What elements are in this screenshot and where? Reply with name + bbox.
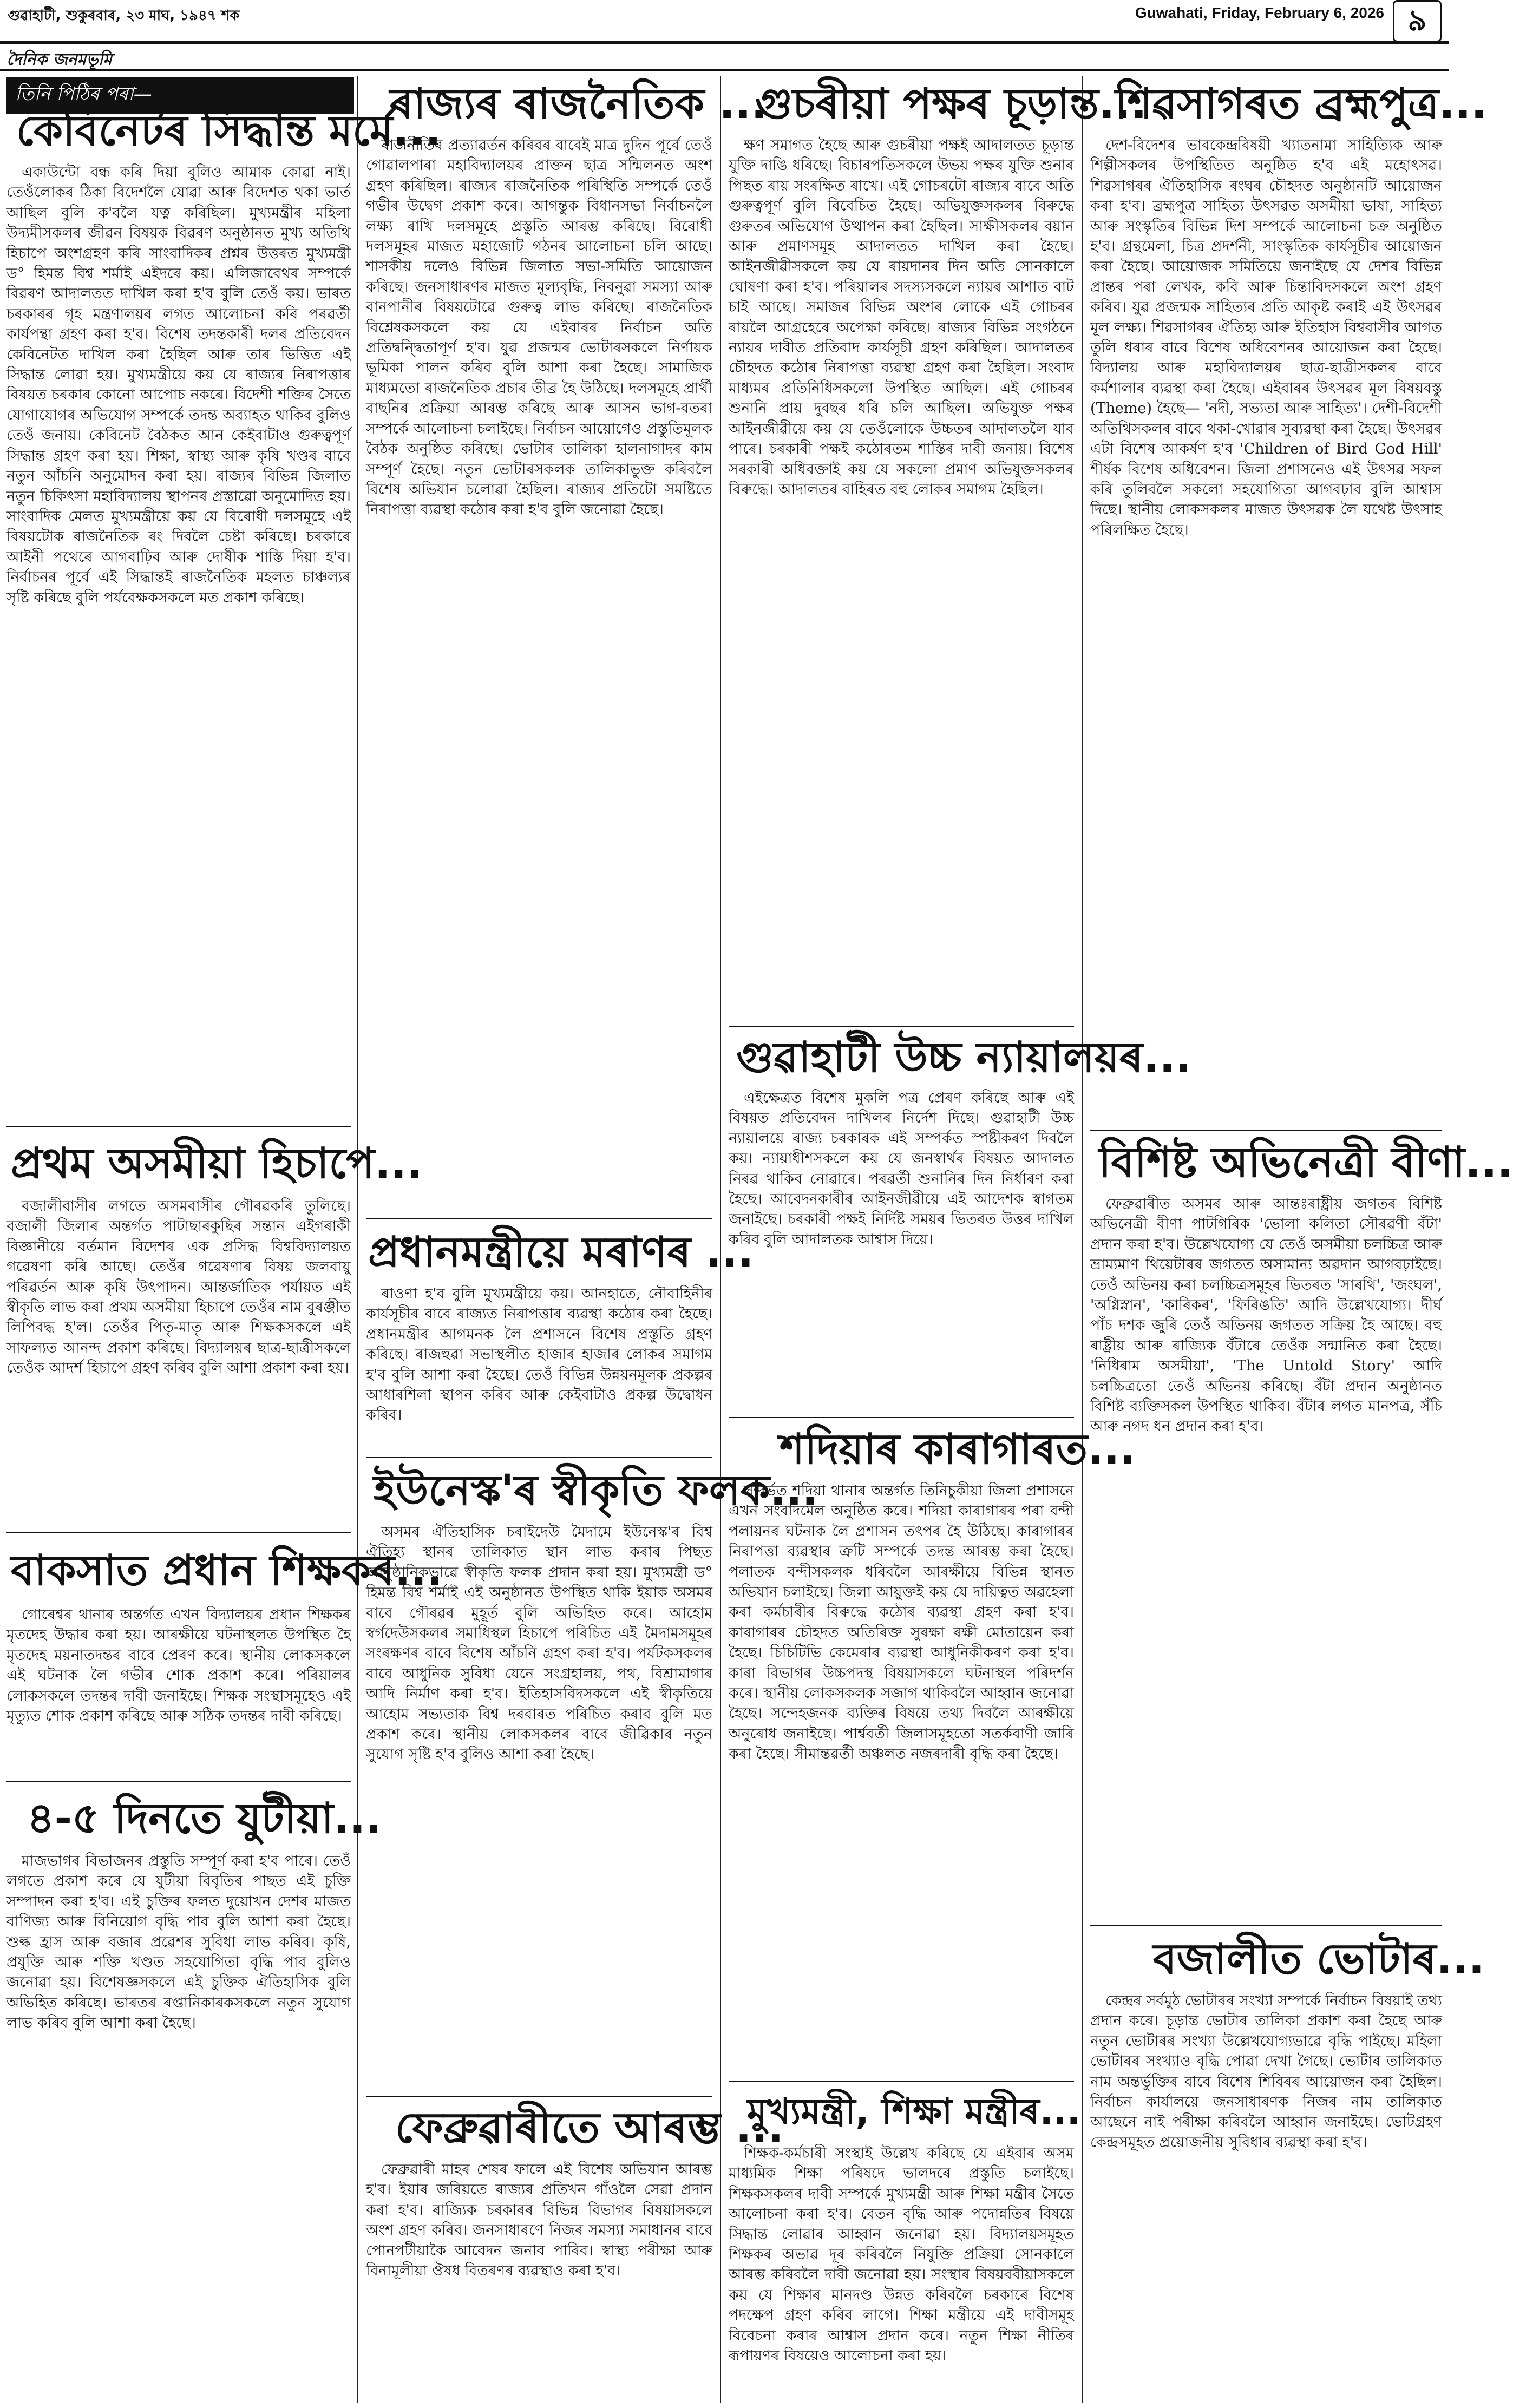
article-body [6, 1605, 351, 1773]
article-body [729, 1088, 1074, 1413]
headline-actress-bina: বিশিষ্ট অভিনেত্ৰী বীণা... [1099, 1138, 1513, 1187]
headline-cabinet-decision: কেবিনেটৰ সিদ্ধান্ত মৰ্মে... [16, 107, 441, 155]
article-body [6, 1851, 351, 2398]
article-body [6, 1196, 351, 1525]
article-text: ফেব্ৰুৱাৰীত অসমৰ আৰু আন্তঃৰাষ্ট্ৰীয় জগতৰ বিশিষ্ট অভিনেত্ৰী বীণা পাটগিৰিক 'ভোলা কলিতা সৌৰৱণী বঁটা' প্ৰদান কৰা হ'ব। উল্লেখযোগ্য যে তেওঁ অসমীয়া চলচ্চিত্ৰ আৰু ভ্ৰাম্যমাণ থিয়েটাৰৰ জগতত অসামান্য অৱদান আগবঢ়াইছে। তেওঁ অভিনয় কৰা চলচ্চিত্ৰসমূহৰ ভিতৰত 'সাৰথি', 'জংঘল', 'অগ্নিস্নান', 'কাৰিকৰ', 'ফিৰিঙতি' আদি উল্লেখযোগ্য। দীৰ্ঘ পাঁচ দশক জুৰি তেওঁ অভিনয় জগতত সক্ৰিয় হৈ আছে। বহু ৰাষ্ট্ৰীয় আৰু ৰাজ্যিক বঁটাৰে তেওঁক সন্মানিত কৰা হৈছে। 'নিধিৰাম অসমীয়া', 'The Untold Story' আদি চলচ্চিত্ৰতো তেওঁ অভিনয় কৰিছে। বঁটা প্ৰদান অনুষ্ঠানত বিশিষ্ট ব্যক্তিসকল উপস্থিত থাকিব। বঁটাৰ লগত মানপত্ৰ, সঁচি আৰু নগদ ধন প্ৰদান কৰা হ'ব। [1090, 1196, 1442, 1435]
article-text: অসমৰ ঐতিহাসিক চৰাইদেউ মৈদামে ইউনেস্ক'ৰ বিশ্ব ঐতিহ্য স্থানৰ তালিকাত স্থান লাভ কৰাৰ পিছত আনুষ্ঠানিকভাৱে স্বীকৃতি ফলক প্ৰদান কৰা হয়। মুখ্যমন্ত্ৰী ড° হিমন্ত বিশ্ব শৰ্মাই এই অনুষ্ঠানত উপস্থিত থাকি ইয়াক অসমৰ বাবে গৌৰৱৰ মুহূৰ্ত বুলি অভিহিত কৰে। আহোম স্বৰ্গদেউসকলৰ সমাধিস্থল হিচাপে পৰিচিত এই মৈদামসমূহৰ সংৰক্ষণৰ বাবে বিশেষ আঁচনি গ্ৰহণ কৰা হ'ব। পৰ্যটকসকলৰ বাবে আধুনিক সুবিধা যেনে সংগ্ৰহালয়, পথ, বিশ্ৰামাগাৰ আদি নিৰ্মাণ কৰা হ'ব। ইতিহাসবিদসকলে এই স্বীকৃতিয়ে আহোম সভ্যতাক বিশ্ব দৰবাৰত পৰিচিত কৰাব বুলি মত প্ৰকাশ কৰে। স্থানীয় লোকসকলৰ বাবে জীৱিকাৰ নতুন সুযোগ সৃষ্টি হ'ব বুলিও আশা কৰা হৈছে। [366, 1524, 712, 1763]
headline-first-assamese: প্ৰথম অসমীয়া হিচাপে... [11, 1139, 423, 1188]
headline-bajali-voters: বজালীত ভোটাৰ... [1153, 1935, 1485, 1984]
header-date-english: Guwahati, Friday, February 6, 2026 [1135, 4, 1384, 21]
headline-joint-statement: ৪-৫ দিনতে যুটীয়া... [27, 1794, 382, 1843]
article-separator [6, 1781, 351, 1782]
article-body [366, 1522, 712, 2090]
article-text: ক্ষণ সমাগত হৈছে আৰু গুচৰীয়া পক্ষই আদালতত চূড়ান্ত যুক্তি দাঙি ধৰিছে। বিচাৰপতিসকলে উভয় পক্ষৰ যুক্তি শুনাৰ পিছত ৰায় সংৰক্ষিত ৰাখে। এই গোচৰটো ৰাজ্যৰ বাবে অতি গুৰুত্বপূৰ্ণ বুলি বিবেচিত হৈছে। অভিযুক্তসকলৰ বিৰুদ্ধে গুৰুতৰ অভিযোগ উত্থাপন কৰা হৈছিল। সাক্ষীসকলৰ বয়ান আৰু প্ৰমাণসমূহ আদালতত দাখিল কৰা হৈছে। আইনজীৱীসকলে কয় যে ৰায়দানৰ দিন অতি সোনকালে ঘোষণা কৰা হ'ব। পৰিয়ালৰ সদস্যসকলে ন্যায়ৰ আশাত বাট চাই আছে। সমাজৰ বিভিন্ন অংশৰ লোকে এই গোচৰৰ ৰায়লৈ আগ্ৰহেৰে অপেক্ষা কৰিছে। ৰাজ্যৰ বিভিন্ন সংগঠনে ন্যায়ৰ দাবীত প্ৰতিবাদ কাৰ্যসূচী গ্ৰহণ কৰিছিল। আদালতৰ চৌহদত কঠোৰ নিৰাপত্তা ব্যৱস্থা গ্ৰহণ কৰা হৈছিল। সংবাদ মাধ্যমৰ প্ৰতিনিধিসকলো উপস্থিত আছিল। এই গোচৰৰ শুনানি প্ৰায় দুবছৰ ধৰি চলি আছিল। অভিযুক্ত পক্ষৰ আইনজীৱীয়ে কয় যে তেওঁলোকে উচ্চতৰ আদালতলৈ যাব পাৰে। চৰকাৰী পক্ষই কঠোৰতম শাস্তিৰ দাবী জনায়। বিশেষ সৰকাৰী অধিবক্তাই কয় যে সকলো প্ৰমাণ অভিযুক্তসকলৰ বিৰুদ্ধে। আদালতৰ বাহিৰত বহু লোকৰ সমাগম হৈছিল। [729, 137, 1074, 498]
column-divider [1082, 76, 1083, 2403]
column-divider [357, 76, 358, 2403]
headline-february-start: ফেব্ৰুৱাৰীতে আৰম্ভ ... [395, 2104, 784, 2153]
page-number: ৯ [1393, 0, 1442, 42]
article-separator [729, 1417, 1074, 1418]
masthead: দৈনিক জনমভূমি [6, 50, 112, 69]
article-text: মাজভাগৰ বিভাজনৰ প্ৰস্তুতি সম্পূৰ্ণ কৰা হ'ব পাৰে। তেওঁ লগতে প্ৰকাশ কৰে যে যুটীয়া বিবৃতিৰ পাছত এই চুক্তি সম্পাদন কৰা হ'ব। এই চুক্তিৰ ফলত দুয়োখন দেশৰ মাজত বাণিজ্য আৰু বিনিয়োগ বৃদ্ধি পাব বুলি আশা কৰা হৈছে। শুল্ক হ্ৰাস আৰু বজাৰ প্ৰৱেশৰ সুবিধা লাভ কৰিব। কৃষি, প্ৰযুক্তি আৰু শক্তি খণ্ডত সহযোগিতা বৃদ্ধি পাব বুলিও জনোৱা হয়। বিশেষজ্ঞসকলে এই চুক্তিক ঐতিহাসিক বুলি অভিহিত কৰিছে। ভাৰতৰ ৰপ্তানিকাৰকসকলে নতুন সুযোগ লাভ কৰিব বুলি আশা কৰা হৈছে। [6, 1853, 351, 2032]
headline-sivasagar-brahmaputra: শিৱসাগৰত ব্ৰহ্মপুত্ৰ... [1115, 80, 1487, 128]
article-body [1090, 135, 1442, 1126]
article-separator [729, 2081, 1074, 2082]
article-text: দেশ-বিদেশৰ ভাবকেন্দ্ৰবিষয়ী খ্যাতনামা সাহিত্যিক আৰু শিল্পীসকলৰ উপস্থিতিত অনুষ্ঠিত হ'ব এই মহোৎসৱ। শিৱসাগৰৰ ঐতিহাসিক ৰংঘৰ চৌহদত অনুষ্ঠানটি আয়োজন কৰা হ'ব। ব্ৰহ্মপুত্ৰ সাহিত্য উৎসৱত অসমীয়া ভাষা, সাহিত্য আৰু সংস্কৃতিৰ বিভিন্ন দিশ সম্পৰ্কে আলোচনা চক্ৰ অনুষ্ঠিত হ'ব। গ্ৰন্থমেলা, চিত্ৰ প্ৰদৰ্শনী, সাংস্কৃতিক কাৰ্যসূচীৰ আয়োজন কৰা হৈছে। আয়োজক সমিতিয়ে জনাইছে যে দেশৰ বিভিন্ন প্ৰান্তৰ পৰা লেখক, কবি আৰু চিন্তাবিদসকলে অংশ গ্ৰহণ কৰিব। যুৱ প্ৰজন্মক সাহিত্যৰ প্ৰতি আকৃষ্ট কৰাই এই উৎসৱৰ মূল লক্ষ্য। শিৱসাগৰৰ ঐতিহ্য আৰু ইতিহাস বিশ্ববাসীৰ আগত তুলি ধৰাৰ বাবে বিশেষ অধিবেশনৰ আয়োজন কৰা হৈছে। বিদ্যালয় আৰু মহাবিদ্যালয়ৰ ছাত্ৰ-ছাত্ৰীসকলৰ বাবে কৰ্মশালাৰ ব্যৱস্থা কৰা হৈছে। এইবাৰৰ উৎসৱৰ মূল বিষয়বস্তু (Theme) হৈছে— 'নদী, সভ্যতা আৰু সাহিত্য'। দেশী-বিদেশী অতিথিসকলৰ বাবে থকা-খোৱাৰ সুব্যৱস্থা কৰা হৈছে। উৎসৱৰ এটা বিশেষ আকৰ্ষণ হ'ব 'Children of Bird God Hill' শীৰ্ষক বিশেষ অধিবেশন। জিলা প্ৰশাসনেও এই উৎসৱ সফল কৰি তুলিবলৈ সকলো সহযোগিতা আগবঢ়াব বুলি আশ্বাস দিছে। স্থানীয় লোকসকলৰ মাজত উৎসৱক লৈ যথেষ্ট উৎসাহ পৰিলক্ষিত হৈছে। [1090, 137, 1442, 539]
article-text: সন্দৰ্ভত শদিয়া থানাৰ অন্তৰ্গত তিনিচুকীয়া জিলা প্ৰশাসনে এখন সংবাদমেল অনুষ্ঠিত কৰে। শদিয়া কাৰাগাৰৰ পৰা বন্দী পলায়নৰ ঘটনাক লৈ প্ৰশাসন তৎপৰ হৈ উঠিছে। কাৰাগাৰৰ নিৰাপত্তা ব্যৱস্থাৰ ত্ৰুটি সম্পৰ্কে তদন্ত আৰম্ভ কৰা হৈছে। পলাতক বন্দীসকলক ধৰিবলৈ আৰক্ষীয়ে বিভিন্ন স্থানত অভিযান চলাইছে। জিলা আয়ুক্তই কয় যে দায়িত্বত অৱহেলা কৰা কৰ্মচাৰীৰ বিৰুদ্ধে কঠোৰ ব্যৱস্থা গ্ৰহণ কৰা হ'ব। কাৰাগাৰৰ চৌহদত অতিৰিক্ত সুৰক্ষা ৰক্ষী মোতায়েন কৰা হৈছে। চিচিটিভি কেমেৰাৰ ব্যৱস্থা আধুনিকীকৰণ কৰা হ'ব। কাৰা বিভাগৰ উচ্চপদস্থ বিষয়াসকলে ঘটনাস্থল পৰিদৰ্শন কৰে। স্থানীয় লোকসকলক সজাগ থাকিবলৈ আহ্বান জনোৱা হৈছে। সন্দেহজনক ব্যক্তিৰ বিষয়ে তথ্য দিবলৈ আৰক্ষীয়ে অনুৰোধ জনাইছে। পাৰ্শ্ববৰ্তী জিলাসমূহতো সতৰ্কবাণী জাৰি কৰা হৈছে। সীমান্তৱৰ্তী অঞ্চলত নজৰদাৰী বৃদ্ধি কৰা হৈছে। [729, 1482, 1074, 1763]
masthead-rule [0, 69, 1449, 71]
article-body [1090, 1194, 1442, 1919]
header-date-assamese: গুৱাহাটী, শুকুৰবাৰ, ২৩ মাঘ, ১৯৪৭ শক [8, 8, 240, 24]
article-body [366, 1284, 712, 1452]
article-text: গোৰেশ্বৰ থানাৰ অন্তৰ্গত এখন বিদ্যালয়ৰ প্ৰধান শিক্ষকৰ মৃতদেহ উদ্ধাৰ কৰা হয়। আৰক্ষীয়ে ঘটনাস্থলত উপস্থিত হৈ মৃতদেহ ময়নাতদন্তৰ বাবে প্ৰেৰণ কৰে। স্থানীয় লোকসকলে এই ঘটনাক লৈ গভীৰ শোক প্ৰকাশ কৰে। পৰিয়ালৰ লোকসকলে তদন্তৰ দাবী জনাইছে। শিক্ষক সংস্থাসমূহেও এই মৃত্যুত শোক প্ৰকাশ কৰিছে আৰু সঠিক তদন্তৰ দাবী কৰিছে। [6, 1606, 351, 1725]
article-separator [1090, 1130, 1442, 1131]
headline-baksa-headmaster: বাকসাত প্ৰধান শিক্ষকৰ... [11, 1546, 443, 1595]
article-body [1090, 1991, 1442, 2398]
article-separator [729, 1026, 1074, 1027]
article-body [366, 2160, 712, 2398]
continued-tag: তিনি পিঠিৰ পৰা— [6, 77, 354, 114]
headline-cm-education-minister: মুখ্যমন্ত্ৰী, শিক্ষা মন্ত্ৰীৰ... [747, 2091, 1080, 2133]
article-text: বজালীবাসীৰ লগতে অসমবাসীৰ গৌৰৱকৰি তুলিছে। বজালী জিলাৰ অন্তৰ্গত পাটাছাৰকুছিৰ সন্তান এইগৰাকী বিজ্ঞানীয়ে বৰ্তমান বিদেশৰ এক প্ৰসিদ্ধ বিশ্ববিদ্যালয়ত গৱেষণা কৰি আছে। তেওঁৰ গৱেষণাৰ বিষয় জলবায়ু পৰিৱৰ্তন আৰু কৃষি উৎপাদন। আন্তৰ্জাতিক পৰ্যায়ত এই স্বীকৃতি লাভ কৰা প্ৰথম অসমীয়া হিচাপে তেওঁৰ নাম বুৰঞ্জীত লিপিবদ্ধ হ'ল। তেওঁৰ পিতৃ-মাতৃ আৰু শিক্ষকসকলে এই সাফল্যত আনন্দ প্ৰকাশ কৰিছে। বিদ্যালয়ৰ ছাত্ৰ-ছাত্ৰীসকলে তেওঁক আদৰ্শ হিচাপে গ্ৰহণ কৰিব বুলি আশা প্ৰকাশ কৰা হয়। [6, 1198, 351, 1377]
article-text: শিক্ষক-কৰ্মচাৰী সংস্থাই উল্লেখ কৰিছে যে এইবাৰ অসম মাধ্যমিক শিক্ষা পৰিষদে ভালদৰে প্ৰস্তুতি চলাইছে। শিক্ষকসকলৰ দাবী সম্পৰ্কে মুখ্যমন্ত্ৰী আৰু শিক্ষা মন্ত্ৰীৰ সৈতে আলোচনা কৰা হ'ব। বেতন বৃদ্ধি আৰু পদোন্নতিৰ বিষয়ে সিদ্ধান্ত লোৱাৰ আহ্বান জনোৱা হয়। বিদ্যালয়সমূহত শিক্ষকৰ অভাৱ দূৰ কৰিবলৈ নিযুক্তি প্ৰক্ৰিয়া সোনকালে আৰম্ভ কৰিবলৈ দাবী জনোৱা হয়। সংস্থাৰ বিষয়ববীয়াসকলে কয় যে শিক্ষাৰ মানদণ্ড উন্নত কৰিবলৈ চৰকাৰে বিশেষ পদক্ষেপ গ্ৰহণ কৰিব লাগে। শিক্ষা মন্ত্ৰীয়ে এই দাবীসমূহ বিবেচনা কৰাৰ আশ্বাস প্ৰদান কৰে। নতুন শিক্ষা নীতিৰ ৰূপায়ণৰ বিষয়েও আলোচনা কৰা হয়। [729, 2145, 1074, 2365]
headline-state-politics: ৰাজ্যৰ ৰাজনৈতিক ... [390, 80, 768, 128]
article-text: এইক্ষেত্ৰত বিশেষ মুকলি পত্ৰ প্ৰেৰণ কৰিছে আৰু এই বিষয়ত প্ৰতিবেদন দাখিলৰ নিৰ্দেশ দিছে। গুৱাহাটী উচ্চ ন্যায়ালয়ে ৰাজ্য চৰকাৰক এই সম্পৰ্কত স্পষ্টীকৰণ দিবলৈ কয়। ন্যায়াধীশসকলে কয় যে জনস্বাৰ্থৰ বিষয়ত আদালত নিৰৱ থাকিব নোৱাৰে। পৰৱৰ্তী শুনানিৰ দিন নিৰ্ধাৰণ কৰা হৈছে। আবেদনকাৰীৰ আইনজীৱীয়ে এই আদেশক স্বাগতম জনাইছে। চৰকাৰী পক্ষই নিৰ্দিষ্ট সময়ৰ ভিতৰত উত্তৰ দাখিল কৰিব বুলি আদালতক আশ্বাস দিয়ে। [729, 1090, 1074, 1248]
article-separator [1090, 1925, 1442, 1926]
article-body [366, 135, 712, 1212]
article-body [6, 162, 351, 1118]
article-separator [6, 1126, 351, 1127]
article-body [729, 2143, 1074, 2398]
article-separator [366, 2096, 712, 2097]
article-body [729, 1481, 1074, 2076]
headline-gauhati-high-court: গুৱাহাটী উচ্চ ন্যায়ালয়ৰ... [736, 1033, 1191, 1082]
article-text: ৰাওণা হ'ব বুলি মুখ্যমন্ত্ৰীয়ে কয়। আনহাতে, নৌবাহিনীৰ কাৰ্যসূচীৰ বাবে ৰাজ্যত নিৰাপত্তাৰ ব্যৱস্থা কঠোৰ কৰা হৈছে। প্ৰধানমন্ত্ৰীৰ আগমনক লৈ প্ৰশাসনে বিশেষ প্ৰস্তুতি গ্ৰহণ কৰিছে। ৰাজহুৱা সভাস্থলীত হাজাৰ হাজাৰ লোকৰ সমাগম হ'ব বুলি আশা কৰা হৈছে। তেওঁ বিভিন্ন উন্নয়নমূলক প্ৰকল্পৰ আধাৰশিলা স্থাপন কৰিব আৰু কেইবাটাও প্ৰকল্প উদ্বোধন কৰিব। [366, 1285, 712, 1424]
header-rule [0, 41, 1449, 44]
headline-sadiya-jail: শদিয়াৰ কাৰাগাৰত... [780, 1425, 1136, 1474]
article-text: কেন্দ্ৰৰ সৰ্বমুঠ ভোটাৰৰ সংখ্যা সম্পৰ্কে নিৰ্বাচন বিষয়াই তথ্য প্ৰদান কৰে। চূড়ান্ত ভোটাৰ তালিকা প্ৰকাশ কৰা হৈছে আৰু নতুন ভোটাৰৰ সংখ্যা উল্লেখযোগ্যভাৱে বৃদ্ধি পাইছে। মহিলা ভোটাৰৰ সংখ্যাও বৃদ্ধি পোৱা দেখা গৈছে। ভোটাৰ তালিকাত নাম অন্তৰ্ভুক্তিৰ বাবে বিশেষ শিবিৰৰ আয়োজন কৰা হৈছিল। নিৰ্বাচন কাৰ্যালয়ে জনসাধাৰণক নিজৰ নাম তালিকাত আছেনে নাই পৰীক্ষা কৰিবলৈ আহ্বান জনাইছে। ভোটগ্ৰহণ কেন্দ্ৰসমূহত প্ৰয়োজনীয় সুবিধাৰ ব্যৱস্থা কৰা হ'ব। [1090, 1992, 1442, 2151]
article-separator [366, 1218, 712, 1219]
article-text: একাউন্টো বন্ধ কৰি দিয়া বুলিও আমাক কোৱা নাই। তেওঁলোকৰ ঠিকা বিদেশলৈ যোৱা আৰু বিদেশত থকা ভাৰ্ত আছিল বুলি ক'বলৈ যত্ন কৰিছিল। মুখ্যমন্ত্ৰীৰ মহিলা উদ্যমীসকলৰ জীৱন বিষয়ক বিৱৰণ অনুষ্ঠানত মুখ্য অতিথি হিচাপে অংশগ্ৰহণ কৰি সাংবাদিকৰ প্ৰশ্নৰ উত্তৰত মুখ্যমন্ত্ৰী ড° হিমন্ত বিশ্ব শৰ্মাই এইদৰে কয়। এলিজাবেথৰ সম্পৰ্কে বিৱৰণ আদালতত দাখিল কৰা হ'ব বুলি তেওঁ কয়। ভাৰত চৰকাৰৰ গৃহ মন্ত্ৰণালয়ৰ লগত আলোচনা কৰি পৰৱৰ্তী কাৰ্যপন্থা গ্ৰহণ কৰা হ'ব। বিশেষ তদন্তকাৰী দলৰ প্ৰতিবেদন কেবিনেটত দাখিল কৰা হৈছিল আৰু তাৰ ভিত্তিত এই সিদ্ধান্ত লোৱা হয়। মুখ্যমন্ত্ৰীয়ে কয় যে ৰাজ্যৰ নিৰাপত্তাৰ বিষয়ত চৰকাৰ কোনো আপোচ নকৰে। বিদেশী শক্তিৰ সৈতে যোগাযোগৰ অভিযোগ সম্পৰ্কে তদন্ত অব্যাহত থাকিব বুলিও তেওঁ জনায়। কেবিনেট বৈঠকত আন কেইবাটাও গুৰুত্বপূৰ্ণ সিদ্ধান্ত গ্ৰহণ কৰা হয়। শিক্ষা, স্বাস্থ্য আৰু কৃষি খণ্ডৰ বাবে নতুন আঁচনি অনুমোদন কৰা হয়। ৰাজ্যৰ বিভিন্ন জিলাত নতুন চিকিৎসা মহাবিদ্যালয় স্থাপনৰ প্ৰস্তাৱো অনুমোদিত হয়। সাংবাদিক মেলত মুখ্যমন্ত্ৰীয়ে কয় যে বিৰোধী দলসমূহে এই বিষয়টোক ৰাজনৈতিক ৰং দিবলৈ চেষ্টা কৰিছে। চৰকাৰে আইনী পথেৰে আগবাঢ়িব আৰু দোষীক শাস্তি দিয়া হ'ব। নিৰ্বাচনৰ পূৰ্বে এই সিদ্ধান্তই ৰাজনৈতিক মহলত চাঞ্চল্যৰ সৃষ্টি কৰিছে বুলি পৰ্যবেক্ষকসকলে মত প্ৰকাশ কৰিছে। [6, 164, 351, 606]
headline-pm-moran: প্ৰধানমন্ত্ৰীয়ে মৰাণৰ ... [368, 1228, 754, 1277]
article-separator [6, 1532, 351, 1533]
article-separator [366, 1457, 712, 1458]
article-text: ৰাজনীতিৰ প্ৰত্যাৱৰ্তন কৰিবৰ বাবেই মাত্ৰ দুদিন পূৰ্বে তেওঁ গোৱালপাৰা মহাবিদ্যালয়ৰ প্ৰাক্তন ছাত্ৰ সন্মিলনত অংশ গ্ৰহণ কৰিছিল। ৰাজ্যৰ ৰাজনৈতিক পৰিস্থিতি সম্পৰ্কে তেওঁ গভীৰ উদ্বেগ প্ৰকাশ কৰে। আগন্তুক বিধানসভা নিৰ্বাচনলৈ লক্ষ্য ৰাখি দলসমূহে প্ৰস্তুতি আৰম্ভ কৰিছে। বিৰোধী দলসমূহৰ মাজত মহাজোট গঠনৰ আলোচনা চলি আছে। শাসকীয় দলেও বিভিন্ন জিলাত সভা-সমিতি আয়োজন কৰিছে। জনসাধাৰণৰ মাজত মূল্যবৃদ্ধি, নিবনুৱা সমস্যা আৰু বানপানীৰ বিষয়টোৱে গুৰুত্ব লাভ কৰিছে। ৰাজনৈতিক বিশ্লেষকসকলে কয় যে এইবাৰৰ নিৰ্বাচন অতি প্ৰতিদ্বন্দ্বিতাপূৰ্ণ হ'ব। যুৱ প্ৰজন্মৰ ভোটাৰসকলে নিৰ্ণায়ক ভূমিকা পালন কৰিব বুলি আশা কৰা হৈছে। সামাজিক মাধ্যমতো ৰাজনৈতিক প্ৰচাৰ তীব্ৰ হৈ উঠিছে। দলসমূহে প্ৰাৰ্থী বাছনিৰ প্ৰক্ৰিয়া আৰম্ভ কৰিছে আৰু আসন ভাগ-বতৰা সম্পৰ্কে আলোচনা চলাইছে। নিৰ্বাচন আয়োগেও প্ৰস্তুতিমূলক বৈঠক অনুষ্ঠিত কৰিছে। ভোটাৰ তালিকা হালনাগাদৰ কাম সম্পূৰ্ণ হৈছে। নতুন ভোটাৰসকলক তালিকাভুক্ত কৰিবলৈ বিশেষ অভিযান চলোৱা হৈছিল। ৰাজ্যৰ প্ৰতিটো সমষ্টিতে নিৰাপত্তা ব্যৱস্থা কঠোৰ কৰা হ'ব বুলি জনোৱা হৈছে। [366, 137, 712, 519]
article-text: ফেব্ৰুৱাৰী মাহৰ শেষৰ ফালে এই বিশেষ অভিযান আৰম্ভ হ'ব। ইয়াৰ জৰিয়তে ৰাজ্যৰ প্ৰতিখন গাঁওলৈ সেৱা প্ৰদান কৰা হ'ব। ৰাজ্যিক চৰকাৰৰ বিভিন্ন বিভাগৰ বিষয়াসকলে অংশ গ্ৰহণ কৰিব। জনসাধাৰণে নিজৰ সমস্যা সমাধানৰ বাবে পোনপটীয়াকৈ আবেদন জনাব পাৰিব। স্বাস্থ্য পৰীক্ষা আৰু বিনামূলীয়া ঔষধ বিতৰণৰ ব্যৱস্থাও কৰা হ'ব। [366, 2161, 712, 2280]
article-body [729, 135, 1074, 1023]
headline-unesco-plaque: ইউনেস্ক'ৰ স্বীকৃতি ফলক... [374, 1466, 818, 1515]
headline-prosecution-final: গুচৰীয়া পক্ষৰ চূড়ান্ত... [755, 80, 1147, 128]
